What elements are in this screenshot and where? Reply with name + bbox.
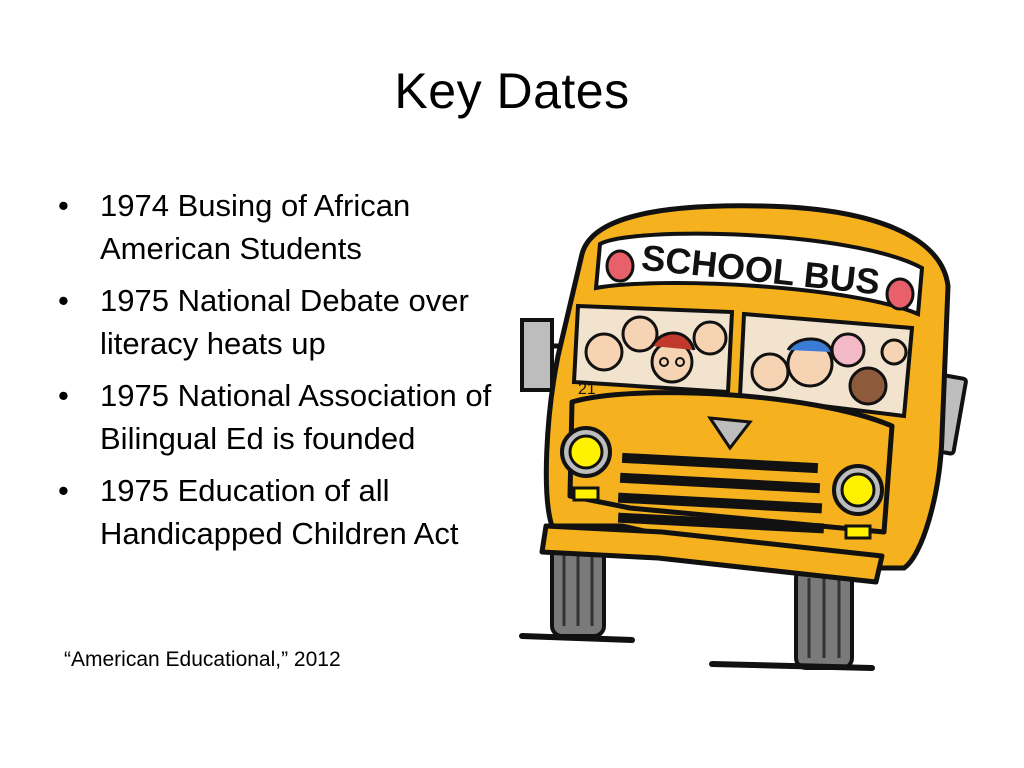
bullet-text: 1975 National Debate over literacy heats up xyxy=(100,283,469,361)
window xyxy=(574,306,732,392)
bullet-icon: • xyxy=(58,188,69,223)
bullet-item xyxy=(58,184,498,270)
bullet-icon: • xyxy=(58,283,69,318)
sign-text: SCHOOL BUS xyxy=(639,236,882,303)
bullet-icon: • xyxy=(58,473,69,508)
bullet-text: 1975 Education of all Handicapped Children Act xyxy=(100,473,459,551)
citation: “American Educational,” 2012 xyxy=(64,648,341,671)
tire xyxy=(796,568,852,668)
bullet-item xyxy=(58,374,498,460)
slide-title: Key Dates xyxy=(394,63,630,119)
bullet-item xyxy=(58,279,498,365)
bus-number: 21 xyxy=(578,381,596,398)
school-bus-illustration xyxy=(512,196,980,676)
bullet-list xyxy=(58,184,498,564)
bullet-text: 1974 Busing of African American Students xyxy=(100,188,411,266)
bullet-text: 1975 National Association of Bilingual Ed is founded xyxy=(100,378,492,456)
bullet-icon: • xyxy=(58,378,69,413)
bullet-item xyxy=(58,469,498,555)
